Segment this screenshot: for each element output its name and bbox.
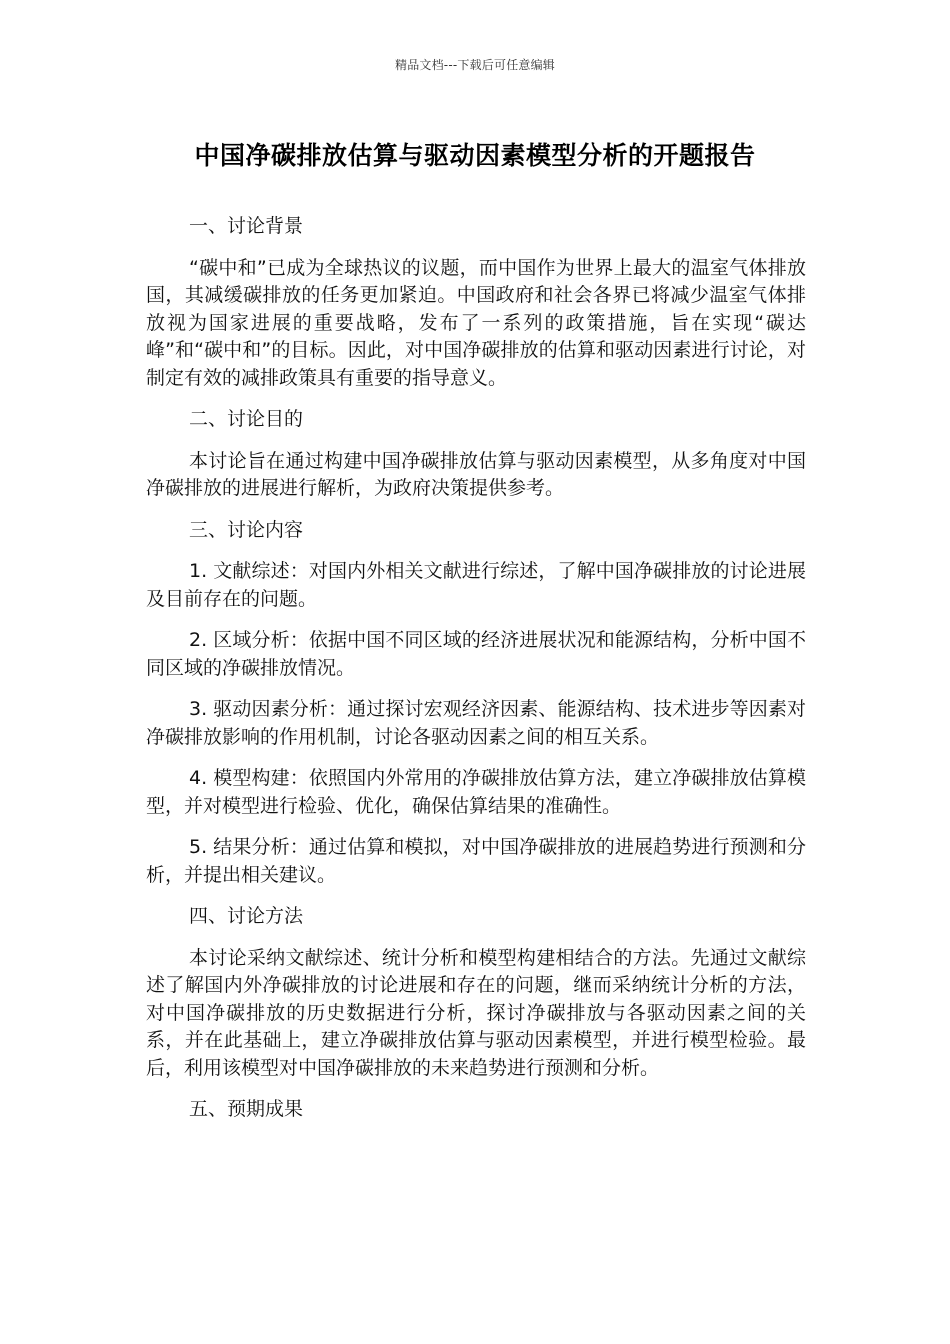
section-heading-background: 一、讨论背景 bbox=[189, 215, 304, 237]
paragraph-purpose: 本讨论旨在通过构建中国净碳排放估算与驱动因素模型，从多角度对中国净碳排放的进展进行解析，为政府决策提供参考。 bbox=[146, 449, 806, 499]
list-item-model-construction: 4. 模型构建：依照国内外常用的净碳排放估算方法，建立净碳排放估算模型，并对模型进行检验、优化，确保估算结果的准确性。 bbox=[146, 767, 806, 817]
paragraph-background: “碳中和”已成为全球热议的议题，而中国作为世界上最大的温室气体排放国，其减缓碳排放的任务更加紧迫。中国政府和社会各界已将减少温室气体排放视为国家进展的重要战略，发布了一系列的政策措施，旨在实现“碳达峰”和“碳中和”的目标。因此，对中国净碳排放的估算和驱动因素进行讨论，对制定有效的减排政策具有重要的指导意义。 bbox=[146, 256, 806, 389]
document-body bbox=[146, 213, 806, 1138]
section-heading-content: 三、讨论内容 bbox=[189, 518, 304, 541]
document-title: 中国净碳排放估算与驱动因素模型分析的开题报告 bbox=[194, 141, 756, 170]
list-item-result-analysis: 5. 结果分析：通过估算和模拟，对中国净碳排放的进展趋势进行预测和分析，并提出相关建议。 bbox=[146, 836, 806, 886]
list-item-literature-review: 1. 文献综述：对国内外相关文献进行综述，了解中国净碳排放的讨论进展及目前存在的问题。 bbox=[146, 560, 806, 610]
header-note: 精品文档---下载后可任意编辑 bbox=[395, 58, 555, 72]
section-heading-expected-results: 五、预期成果 bbox=[189, 1098, 304, 1120]
section-heading-method: 四、讨论方法 bbox=[189, 905, 304, 927]
section-heading-purpose: 二、讨论目的 bbox=[189, 408, 304, 430]
list-item-regional-analysis: 2. 区域分析：依据中国不同区域的经济进展状况和能源结构，分析中国不同区域的净碳排放情况。 bbox=[146, 629, 806, 679]
list-item-driver-analysis: 3. 驱动因素分析：通过探讨宏观经济因素、能源结构、技术进步等因素对净碳排放影响的作用机制，讨论各驱动因素之间的相互关系。 bbox=[146, 698, 806, 748]
paragraph-method: 本讨论采纳文献综述、统计分析和模型构建相结合的方法。先通过文献综述了解国内外净碳排放的讨论进展和存在的问题，继而采纳统计分析的方法，对中国净碳排放的历史数据进行分析，探讨净碳排放与各驱动因素之间的关系，并在此基础上，建立净碳排放估算与驱动因素模型，并进行模型检验。最后，利用该模型对中国净碳排放的未来趋势进行预测和分析。 bbox=[146, 946, 806, 1079]
